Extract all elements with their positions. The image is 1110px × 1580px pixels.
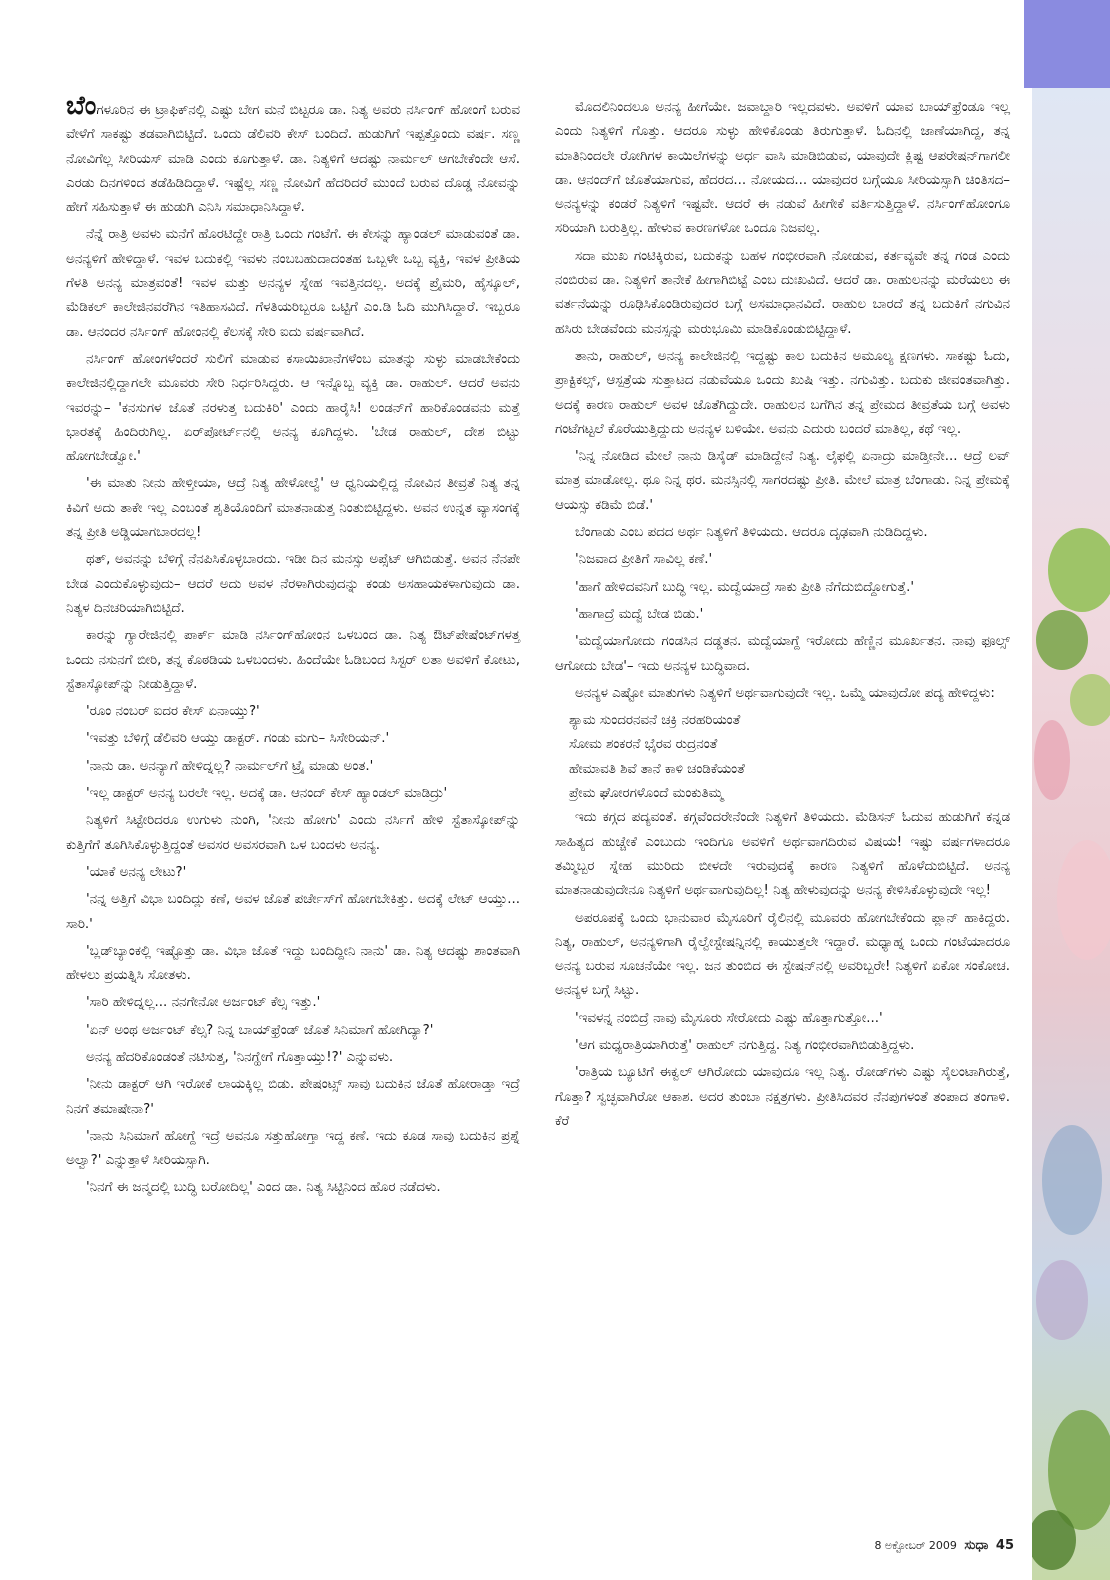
page-footer [874,1538,1014,1553]
paragraph-text: 'ಈ ಮಾತು ನೀನು ಹೇಳ್ತೀಯಾ, ಆದ್ರೆ ನಿತ್ಯ ಹೇಳೋಲ್ವೆ' ಆ ಧ್ವನಿಯಲ್ಲಿದ್ದ ನೋವಿನ ತೀವ್ರತೆ ನಿತ್ಯ ತನ್ನ ಕಿವಿಗೆ ಅದು ತಾಕೇ ಇಲ್ಲ ಎಂಬಂತೆ ಶೃತಿಯೊಂದಿಗೆ ಮಾತನಾಡುತ್ತ ನಿಂತುಬಿಟ್ಟಿದ್ದಳು. ಅವನ ಉನ್ನತ ವ್ಯಾಸಂಗಕ್ಕೆ ತನ್ನ ಪ್ರೀತಿ ಅಡ್ಡಿಯಾಗಬಾರದಲ್ಲ! [66,476,520,541]
paragraph-text: 'ಇಲ್ಲ ಡಾಕ್ಟರ್ ಅನನ್ಯ ಬರಲೇ ಇಲ್ಲ. ಅದಕ್ಕೆ ಡಾ. ಆನಂದ್ ಕೇಸ್ ಹ್ಯಾಂಡಲ್ ಮಾಡಿದ್ರು' [86,786,448,802]
paragraph: ಇದು ಕಗ್ಗದ ಪದ್ಯವಂತೆ. ಕಗ್ಗವೆಂದರೇನೆಂದೇ ನಿತ್ಯಳಿಗೆ ತಿಳಿಯದು. ಮೆಡಿಸನ್ ಓದುವ ಹುಡುಗಿಗೆ ಕನ್ನಡ ಸಾಹಿತ್ಯದ ಹುಚ್ಚೇಕೆ ಎಂಬುದು ಇಂದಿಗೂ ಅವಳಿಗೆ ಅರ್ಥವಾಗದಿರುವ ವಿಷಯ! ಇಷ್ಟು ವರ್ಷಗಳಾದರೂ ತಮ್ಮಿಬ್ಬರ ಸ್ನೇಹ ಮುರಿದು ಬೀಳದೇ ಇರುವುದಕ್ಕೆ ಕಾರಣ ನಿತ್ಯಳಿಗೆ ಹೊಳೆದುಬಿಟ್ಟಿದೆ. ಅನನ್ಯ ಮಾತನಾಡುವುದೇನೂ ನಿತ್ಯಳಿಗೆ ಅರ್ಥವಾಗುವುದಿಲ್ಲ! ನಿತ್ಯ ಹೇಳುವುದನ್ನು ಅನನ್ಯ ಕೇಳಿಸಿಕೊಳ್ಳುವುದೇ ಇಲ್ಲ! [555,810,1010,899]
paragraph-text: 'ನನ್ನ ಅತ್ತಿಗೆ ವಿಭಾ ಬಂದಿದ್ಲು ಕಣೆ, ಅವಳ ಜೊತೆ ಪರ್ಚೇಸ್‌ಗೆ ಹೋಗಬೇಕಿತ್ತು. ಅದಕ್ಕೆ ಲೇಟ್ ಆಯ್ತು... ಸಾರಿ.' [66,892,520,932]
paragraph: ತಾನು, ರಾಹುಲ್, ಅನನ್ಯ ಕಾಲೇಜಿನಲ್ಲಿ ಇದ್ದಷ್ಟು ಕಾಲ ಬದುಕಿನ ಅಮೂಲ್ಯ ಕ್ಷಣಗಳು. ಸಾಕಷ್ಟು ಓದು, ಪ್ರಾಕ್ಟಿಕಲ್ಸ್, ಆಸ್ಪತ್ರೆಯ ಸುತ್ತಾಟದ ನಡುವೆಯೂ ಒಂದು ಖುಷಿ ಇತ್ತು. ನಗುವಿತ್ತು. ಬದುಕು ಜೀವಂತವಾಗಿತ್ತು. ಅದಕ್ಕೆ ಕಾರಣ ರಾಹುಲ್ ಅವಳ ಜೊತೆಗಿದ್ದುದೇ. ರಾಹುಲನ ಬಗೆಗಿನ ತನ್ನ ಪ್ರೇಮದ ತೀವ್ರತೆಯ ಬಗ್ಗೆ ಅವಳು ಗಂಟೆಗಟ್ಟಲೆ ಕೊರೆಯುತ್ತಿದ್ದುದು ಅನನ್ಯಳ ಬಳಿಯೇ. ಅವನು ಎದುರು ಬಂದರೆ ಮಾತಿಲ್ಲ, ಕಥೆ ಇಲ್ಲ. [555,348,1010,437]
paragraph-text: 'ಸಾರಿ ಹೇಳಿದ್ನಲ್ಲ... ನನಗೇನೋ ಅರ್ಜಂಟ್ ಕೆಲ್ಸ ಇತ್ತು.' [86,995,321,1011]
paragraph-text: 'ನಾನು ಡಾ. ಅನನ್ಯಾಗೆ ಹೇಳಿದ್ನಲ್ಲ? ನಾರ್ಮಲ್‌ಗೆ ಟ್ರೈ ಮಾಡು ಅಂತ.' [86,758,374,774]
verse-line: ಹೇಮಾವತಿ ಶಿವೆ ತಾನೆ ಕಾಳಿ ಚಂಡಿಕೆಯಂತೆ [569,761,745,777]
paragraph: ಮೊದಲಿನಿಂದಲೂ ಅನನ್ಯ ಹೀಗೆಯೇ. ಜವಾಬ್ದಾರಿ ಇಲ್ಲದವಳು. ಅವಳಿಗೆ ಯಾವ ಬಾಯ್‌ಫ್ರೆಂಡೂ ಇಲ್ಲ ಎಂದು ನಿತ್ಯಳಿಗೆ ಗೊತ್ತು. ಆದರೂ ಸುಳ್ಳು ಹೇಳಿಕೊಂಡು ತಿರುಗುತ್ತಾಳೆ. ಓದಿನಲ್ಲಿ ಜಾಣೆಯಾಗಿದ್ದ, ತನ್ನ ಮಾತಿನಿಂದಲೇ ರೋಗಿಗಳ ಕಾಯಿಲೆಗಳನ್ನು ಅರ್ಧ ವಾಸಿ ಮಾಡಿಬಿಡುವ, ಯಾವುದೇ ಕ್ಲಿಷ್ಟ ಆಪರೇಷನ್‌ಗಾಗಲೀ ಡಾ. ಆನಂದ್‌ಗೆ ಜೊತೆಯಾಗುವ, ಹೆದರದ... ನೋಯದ... ಯಾವುದರ ಬಗ್ಗೆಯೂ ಸೀರಿಯಸ್ಸಾಗಿ ಚಿಂತಿಸದ– ಅನನ್ಯಳನ್ನು ಕಂಡರೆ ನಿತ್ಯಳಿಗೆ ಇಷ್ಟವೇ. ಆದರೆ ಈ ನಡುವೆ ಹೀಗೇಕೆ ವರ್ತಿಸುತ್ತಿದ್ದಾಳೆ. ನರ್ಸಿಂಗ್‌ಹೋಂಗೂ ಸರಿಯಾಗಿ ಬರುತ್ತಿಲ್ಲ. ಹೇಳುವ ಕಾರಣಗಳೋ ಒಂದೂ ನಿಜವಲ್ಲ. [555,100,1010,237]
paragraph: ಅನನ್ಯಳ ಎಷ್ಟೋ ಮಾತುಗಳು ನಿತ್ಯಳಿಗೆ ಅರ್ಥವಾಗುವುದೇ ಇಲ್ಲ. ಒಮ್ಮೆ ಯಾವುದೋ ಪದ್ಯ ಹೇಳಿದ್ದಳು: [575,685,995,701]
left-column [66,91,520,1204]
paragraph [66,888,520,937]
paragraph [66,1125,520,1174]
paragraph-text: ಥತ್, ಅವನನ್ನು ಬೆಳಿಗ್ಗೆ ನೆನಪಿಸಿಕೊಳ್ಳಬಾರದು. ಇಡೀ ದಿನ ಮನಸ್ಸು ಅಪ್ಸೆಟ್ ಆಗಿಬಿಡುತ್ತೆ. ಅವನ ನೆನಪೇ ಬೇಡ ಎಂದುಕೊಳ್ಳುವುದು– ಆದರೆ ಅದು ಅವಳ ನೆರಳಾಗಿರುವುದನ್ನು ಕಂಡು ಅಸಹಾಯಕಳಾಗುವುದು ಡಾ. ನಿತ್ಯಳ ದಿನಚರಿಯಾಗಿಬಿಟ್ಟಿದೆ. [66,552,520,616]
paragraph: 'ಹಾಗಾದ್ರೆ ಮದ್ವೆ ಬೇಡ ಬಿಡು.' [575,606,704,622]
paragraph [66,1046,520,1070]
paragraph [66,1176,520,1200]
paragraph-text: 'ನಾನು ಸಿನಿಮಾಗೆ ಹೋಗ್ದೆ ಇದ್ರೆ ಅವನೂ ಸತ್ತುಹೋಗ್ತಾ ಇದ್ದ ಕಣೆ. ಇದು ಕೂಡ ಸಾವು ಬದುಕಿನ ಪ್ರಶ್ನೆ ಅಲ್ವಾ?' ಎನ್ನುತ್ತಾಳೆ ಸೀರಿಯಸ್ಸಾಗಿ. [66,1128,520,1169]
paragraph [66,223,520,344]
paragraph [66,991,520,1015]
verse-line: ಶ್ಯಾಮ ಸುಂದರನವನೆ ಚಕ್ರಿ ನರಹರಿಯಂತೆ [569,713,741,729]
paragraph-text: 'ನೀನು ಡಾಕ್ಟರ್ ಆಗಿ ಇರೋಕೆ ಲಾಯಕ್ಕಿಲ್ಲ ಬಿಡು. ಪೇಷಂಟ್ಸ್ ಸಾವು ಬದುಕಿನ ಜೊತೆ ಹೋರಾಡ್ತಾ ಇದ್ರೆ ನಿನಗೆ ತಮಾಷೇನಾ?' [66,1077,520,1117]
paragraph-text: ನರ್ಸಿಂಗ್ ಹೋಂಗಳೆಂದರೆ ಸುಲಿಗೆ ಮಾಡುವ ಕಸಾಯಿಖಾನೆಗಳೆಂಬ ಮಾತನ್ನು ಸುಳ್ಳು ಮಾಡಬೇಕೆಂದು ಕಾಲೇಜಿನಲ್ಲಿದ್ದಾಗಲೇ ಮೂವರು ಸೇರಿ ನಿರ್ಧರಿಸಿದ್ದರು. ಆ ಇನ್ನೊಬ್ಬ ವ್ಯಕ್ತಿ ಡಾ. ರಾಹುಲ್. ಆದರೆ ಅವನು ಇವರನ್ನು– 'ಕನಸುಗಳ ಜೊತೆ ನರಳುತ್ತ ಬದುಕಿರಿ' ಎಂದು ಹಾರೈಸಿ! ಲಂಡನ್‌ಗೆ ಹಾರಿಕೊಂಡವನು ಮತ್ತೆ ಭಾರತಕ್ಕೆ ಹಿಂದಿರುಗಿಲ್ಲ. ಏರ್‌ಪೋರ್ಟ್‌ನಲ್ಲಿ ಅನನ್ಯ ಕೂಗಿದ್ದಳು. 'ಬೇಡ ರಾಹುಲ್, ದೇಶ ಬಿಟ್ಟು ಹೋಗಬೇಡ್ವೋ.' [66,351,520,465]
magazine-name: ಸುಧಾ [964,1538,989,1553]
paragraph-text: 'ಯಾಕೆ ಅನನ್ಯ ಲೇಟು?' [86,864,187,880]
paragraph: 'ನಿಜವಾದ ಪ್ರೀತಿಗೆ ಸಾವಿಲ್ಲ ಕಣೆ.' [575,552,713,568]
paragraph-text: 'ರೂಂ ನಂಬರ್ ಐದರ ಕೇಸ್ ಏನಾಯ್ತು?' [86,704,260,720]
paragraph [66,700,520,724]
paragraph: 'ಹಾಗೆ ಹೇಳಿದವನಿಗೆ ಬುದ್ಧಿ ಇಲ್ಲ. ಮದ್ವೆಯಾದ್ರೆ ಸಾಕು ಪ್ರೀತಿ ನೆಗೆದುಬಿದ್ದೋಗುತ್ತೆ.' [575,579,915,595]
paragraph [66,782,520,806]
paragraph [66,624,520,697]
paragraph-text: ನೆನ್ನೆ ರಾತ್ರಿ ಅವಳು ಮನೆಗೆ ಹೊರಟಿದ್ದೇ ರಾತ್ರಿ ಒಂದು ಗಂಟೆಗೆ. ಈ ಕೇಸನ್ನು ಹ್ಯಾಂಡಲ್ ಮಾಡುವಂತೆ ಡಾ. ಅನನ್ಯಳಿಗೆ ಹೇಳಿದ್ದಾಳೆ. ಇವಳ ಬದುಕಲ್ಲಿ ಇವಳು ನಂಬಬಹುದಾದಂತಹ ಒಬ್ಬಳೇ ಒಬ್ಬ ವ್ಯಕ್ತಿ, ಇವಳ ಪ್ರೀತಿಯ ಗೆಳತಿ ಅನನ್ಯ ಮಾತ್ರವಂತೆ! ಇವಳ ಮತ್ತು ಅನನ್ಯಳ ಸ್ನೇಹ ಇವತ್ತಿನದಲ್ಲ. ಅದಕ್ಕೆ ಪ್ರೈಮರಿ, ಹೈಸ್ಕೂಲ್, ಮೆಡಿಕಲ್ ಕಾಲೇಜಿನವರೆಗಿನ ಇತಿಹಾಸವಿದೆ. ಗೆಳತಿಯರಿಬ್ಬರೂ ಒಟ್ಟಿಗೆ ಎಂ.ಡಿ ಓದಿ ಮುಗಿಸಿದ್ದಾರೆ. ಇಬ್ಬರೂ ಡಾ. ಆನಂದರ ನರ್ಸಿಂಗ್ ಹೋಂನಲ್ಲಿ ಕೆಲಸಕ್ಕೆ ಸೇರಿ ಐದು ವರ್ಷವಾಗಿದೆ. [66,227,520,340]
paragraph [66,755,520,779]
paragraph: ಬೆಂಗಾಡು ಎಂಬ ಪದದ ಅರ್ಥ ನಿತ್ಯಳಿಗೆ ತಿಳಿಯದು. ಆದರೂ ದೃಢವಾಗಿ ನುಡಿದಿದ್ದಳು. [575,525,928,541]
right-column [555,96,1010,1137]
paragraph-text: 'ಬ್ಲಡ್‌ಬ್ಯಾಂಕಲ್ಲಿ ಇಷ್ಟೊತ್ತು ಡಾ. ವಿಭಾ ಜೊತೆ ಇದ್ದು ಬಂದಿದ್ದೀನಿ ನಾನು' ಡಾ. ನಿತ್ಯ ಆದಷ್ಟು ಶಾಂತವಾಗಿ ಹೇಳಲು ಪ್ರಯತ್ನಿಸಿ ಸೋತಳು. [66,943,520,984]
issue-date: 8 ಅಕ್ಟೋಬರ್ 2009 [874,1539,957,1552]
verse-line: ಸೋಮ ಶಂಕರನೆ ಭೈರವ ರುದ್ರನಂತೆ [569,737,718,753]
paragraph-text: 'ನಿನಗೆ ಈ ಜನ್ಮದಲ್ಲಿ ಬುದ್ಧಿ ಬರೋದಿಲ್ಲ' ಎಂದ ಡಾ. ನಿತ್ಯ ಸಿಟ್ಟಿನಿಂದ ಹೊರ ನಡೆದಳು. [86,1180,441,1196]
paragraph-text: ನಿತ್ಯಳಿಗೆ ಸಿಟ್ಟೇರಿದರೂ ಉಗುಳು ನುಂಗಿ, 'ನೀನು ಹೋಗು' ಎಂದು ನರ್ಸಿಗೆ ಹೇಳಿ ಸ್ಟೆತಾಸ್ಕೋಪ್‌ನ್ನು ಕುತ್ತಿಗೆಗೆ ತೂಗಿಸಿಕೊಳ್ಳುತ್ತಿದ್ದಂತೆ ಅವಸರ ಅವಸರವಾಗಿ ಒಳ ಬಂದಳು ಅನನ್ಯ. [66,813,520,853]
paragraph-text: ಕಾರನ್ನು ಗ್ಯಾರೇಜಿನಲ್ಲಿ ಪಾರ್ಕ್ ಮಾಡಿ ನರ್ಸಿಂಗ್‌ಹೋಂನ ಒಳಬಂದ ಡಾ. ನಿತ್ಯ ಔಟ್‌ಪೇಷೆಂಟ್‌ಗಳತ್ತ ಒಂದು ನಸುನಗೆ ಬೀರಿ, ತನ್ನ ಕೊಠಡಿಯ ಒಳಬಂದಳು. ಹಿಂದೆಯೇ ಓಡಿಬಂದ ಸಿಸ್ಟರ್ ಲತಾ ಅವಳಿಗೆ ಕೋಟು, ಸ್ಟೆತಾಸ್ಕೋಪ್‌ನ್ನು ನೀಡುತ್ತಿದ್ದಾಳೆ. [66,628,520,692]
paragraph [66,348,520,469]
paragraph: 'ನಿನ್ನ ನೋಡಿದ ಮೇಲೆ ನಾನು ಡಿಸೈಡ್ ಮಾಡಿದ್ದೇನೆ ನಿತ್ಯ. ಲೈಫಲ್ಲಿ ಏನಾದ್ರು ಮಾಡ್ತೀನೇ... ಆದ್ರೆ ಲವ್ ಮಾತ್ರ ಮಾಡೋಲ್ಲ. ಥೂ ನಿನ್ನ ಥರ. ಮನಸ್ಸಿನಲ್ಲಿ ಸಾಗರದಷ್ಟು ಪ್ರೀತಿ. ಮೇಲೆ ಮಾತ್ರ ಬೆಂಗಾಡು. ನಿನ್ನ ಪ್ರೇಮಕ್ಕೆ ಆಯಸ್ಸು ಕಡಿಮೆ ಬಿಡೆ.' [555,449,1010,513]
paragraph [66,861,520,885]
page-number: 45 [995,1538,1014,1553]
paragraph [66,809,520,858]
paragraph-text: ಗಳೂರಿನ ಈ ಟ್ರಾಫಿಕ್‌ನಲ್ಲಿ ಎಷ್ಟು ಬೇಗ ಮನೆ ಬಿಟ್ಟರೂ ಡಾ. ನಿತ್ಯ ಅವರು ನರ್ಸಿಂಗ್ ಹೋಂಗೆ ಬರುವ ವೇಳೆಗೆ ಸಾಕಷ್ಟು ತಡವಾಗಿಬಿಟ್ಟಿದೆ. ಒಂದು ಡೆಲಿವರಿ ಕೇಸ್ ಬಂದಿದೆ. ಹುಡುಗಿಗೆ ಇಪ್ಪತ್ತೊಂದು ವರ್ಷ. ಸಣ್ಣ ನೋವಿಗೆಲ್ಲ ಸೀರಿಯಸ್ ಮಾಡಿ ಎಂದು ಕೂಗುತ್ತಾಳೆ. ಡಾ. ನಿತ್ಯಳಿಗೆ ಆದಷ್ಟು ನಾರ್ಮಲ್ ಆಗಬೇಕೆಂದೇ ಆಸೆ. ಎರಡು ದಿನಗಳಿಂದ ತಡೆಹಿಡಿದಿದ್ದಾಳೆ. ಇಷ್ಟೆಲ್ಲ ಸಣ್ಣ ನೋವಿಗೆ ಹೆದರಿದರೆ ಮುಂದೆ ಬರುವ ದೊಡ್ಡ ನೋವನ್ನು ಹೇಗೆ ಸಹಿಸುತ್ತಾಳೆ ಈ ಹುಡುಗಿ ಎನಿಸಿ ಸಮಾಧಾನಿಸಿದ್ದಾಳೆ. [66,103,520,216]
paragraph [66,1019,520,1043]
paragraph [66,940,520,989]
paragraph: 'ಆಗ ಮಧ್ಯರಾತ್ರಿಯಾಗಿರುತ್ತೆ' ರಾಹುಲ್ ನಗುತ್ತಿದ್ದ. ನಿತ್ಯ ಗಂಭೀರವಾಗಿಬಿಡುತ್ತಿದ್ದಳು. [575,1037,915,1053]
paragraph: ಸದಾ ಮುಖ ಗಂಟಿಕ್ಕಿರುವ, ಬದುಕನ್ನು ಬಹಳ ಗಂಭೀರವಾಗಿ ನೋಡುವ, ಕರ್ತವ್ಯವೇ ತನ್ನ ಗಂಡ ಎಂದು ನಂಬಿರುವ ಡಾ. ನಿತ್ಯಳಿಗೆ ತಾನೇಕೆ ಹೀಗಾಗಿಬಿಟ್ಟೆ ಎಂಬ ದುಃಖವಿದೆ. ಆದರೆ ಡಾ. ರಾಹುಲನನ್ನು ಮರೆಯಲು ಈ ವರ್ತನೆಯನ್ನು ರೂಢಿಸಿಕೊಂಡಿರುವುದರ ಬಗ್ಗೆ ಅಸಮಾಧಾನವಿದೆ. ರಾಹುಲ ಬಾರದೆ ತನ್ನ ಬದುಕಿಗೆ ನಗುವಿನ ಹಸಿರು ಬೇಡವೆಂದು ಮನಸ್ಸನ್ನು ಮರುಭೂಮಿ ಮಾಡಿಕೊಂಡುಬಿಟ್ಟಿದ್ದಾಳೆ. [555,248,1010,337]
paragraph-text: 'ಇವತ್ತು ಬೆಳಿಗ್ಗೆ ಡೆಲಿವರಿ ಆಯ್ತು ಡಾಕ್ಟರ್. ಗಂಡು ಮಗು– ಸಿಸೇರಿಯನ್.' [86,731,390,747]
paragraph [66,1073,520,1122]
paragraph: 'ಮದ್ವೆಯಾಗೋದು ಗಂಡಸಿನ ದಡ್ಡತನ. ಮದ್ವೆಯಾಗ್ದೆ ಇರೋದು ಹೆಣ್ಣಿನ ಮೂರ್ಖತನ. ನಾವು ಫೂಲ್ಸ್ ಆಗೋದು ಬೇಡ'– ಇದು ಅನನ್ಯಳ ಬುದ್ಧಿವಾದ. [555,634,1010,674]
paragraph [66,727,520,751]
drop-cap: ಬೆಂ [66,91,97,121]
paragraph-text: 'ಏನ್ ಅಂಥ ಅರ್ಜಂಟ್ ಕೆಲ್ಸ? ನಿನ್ನ ಬಾಯ್‌ಫ್ರೆಂಡ್ ಜೊತೆ ಸಿನಿಮಾಗೆ ಹೋಗಿದ್ಯಾ?' [86,1022,434,1038]
paragraph: ಅಪರೂಪಕ್ಕೆ ಒಂದು ಭಾನುವಾರ ಮೈಸೂರಿಗೆ ರೈಲಿನಲ್ಲಿ ಮೂವರು ಹೋಗಬೇಕೆಂದು ಪ್ಲಾನ್ ಹಾಕಿದ್ದರು. ನಿತ್ಯ, ರಾಹುಲ್, ಅನನ್ಯಳಿಗಾಗಿ ರೈಲ್ವೇಸ್ಟೇಷನ್ನಿನಲ್ಲಿ ಕಾಯುತ್ತಲೇ ಇದ್ದಾರೆ. ಮಧ್ಯಾಹ್ನ ಒಂದು ಗಂಟೆಯಾದರೂ ಅನನ್ಯ ಬರುವ ಸೂಚನೆಯೇ ಇಲ್ಲ. ಜನ ತುಂಬಿದ ಈ ಸ್ಟೇಷನ್‌ನಲ್ಲಿ ಅವರಿಬ್ಬರೇ! ನಿತ್ಯಳಿಗೆ ಏಕೋ ಸಂಕೋಚ. ಅನನ್ಯಳ ಬಗ್ಗೆ ಸಿಟ್ಟು. [555,910,1010,999]
watercolor-illustration [1032,0,1110,1580]
verse-line: ಪ್ರೇಮ ಘೋರಗಳೊಂದೆ ಮಂಕುತಿಮ್ಮ [569,786,724,802]
paragraph [66,548,520,621]
paragraph [66,472,520,545]
paragraph: 'ರಾತ್ರಿಯ ಬ್ಯೂಟಿಗೆ ಈಕ್ವಲ್ ಆಗಿರೋದು ಯಾವುದೂ ಇಲ್ಲ ನಿತ್ಯ. ರೋಡ್‌ಗಳು ಎಷ್ಟು ಸೈಲಂಟಾಗಿರುತ್ತೆ, ಗೊತ್ತಾ? ಸ್ವಚ್ಛವಾಗಿರೋ ಆಕಾಶ. ಅದರ ತುಂಬಾ ನಕ್ಷತ್ರಗಳು. ಪ್ರೀತಿಸಿದವರ ನೆನಪುಗಳಂತೆ ತಂಪಾದ ತಂಗಾಳಿ. ಕೆರೆ [555,1065,1010,1129]
paragraph [66,91,520,220]
paragraph: 'ಇವಳನ್ನ ನಂಬಿದ್ರೆ ನಾವು ಮೈಸೂರು ಸೇರೋದು ಎಷ್ಟು ಹೊತ್ತಾಗುತ್ತೋ...' [575,1010,883,1026]
paragraph-text: ಅನನ್ಯ ಹೆದರಿಕೊಂಡಂತೆ ನಟಿಸುತ್ತ, 'ನಿನಗ್ಹೇಗೆ ಗೊತ್ತಾಯ್ತು!?' ಎನ್ನುವಳು. [86,1049,394,1065]
